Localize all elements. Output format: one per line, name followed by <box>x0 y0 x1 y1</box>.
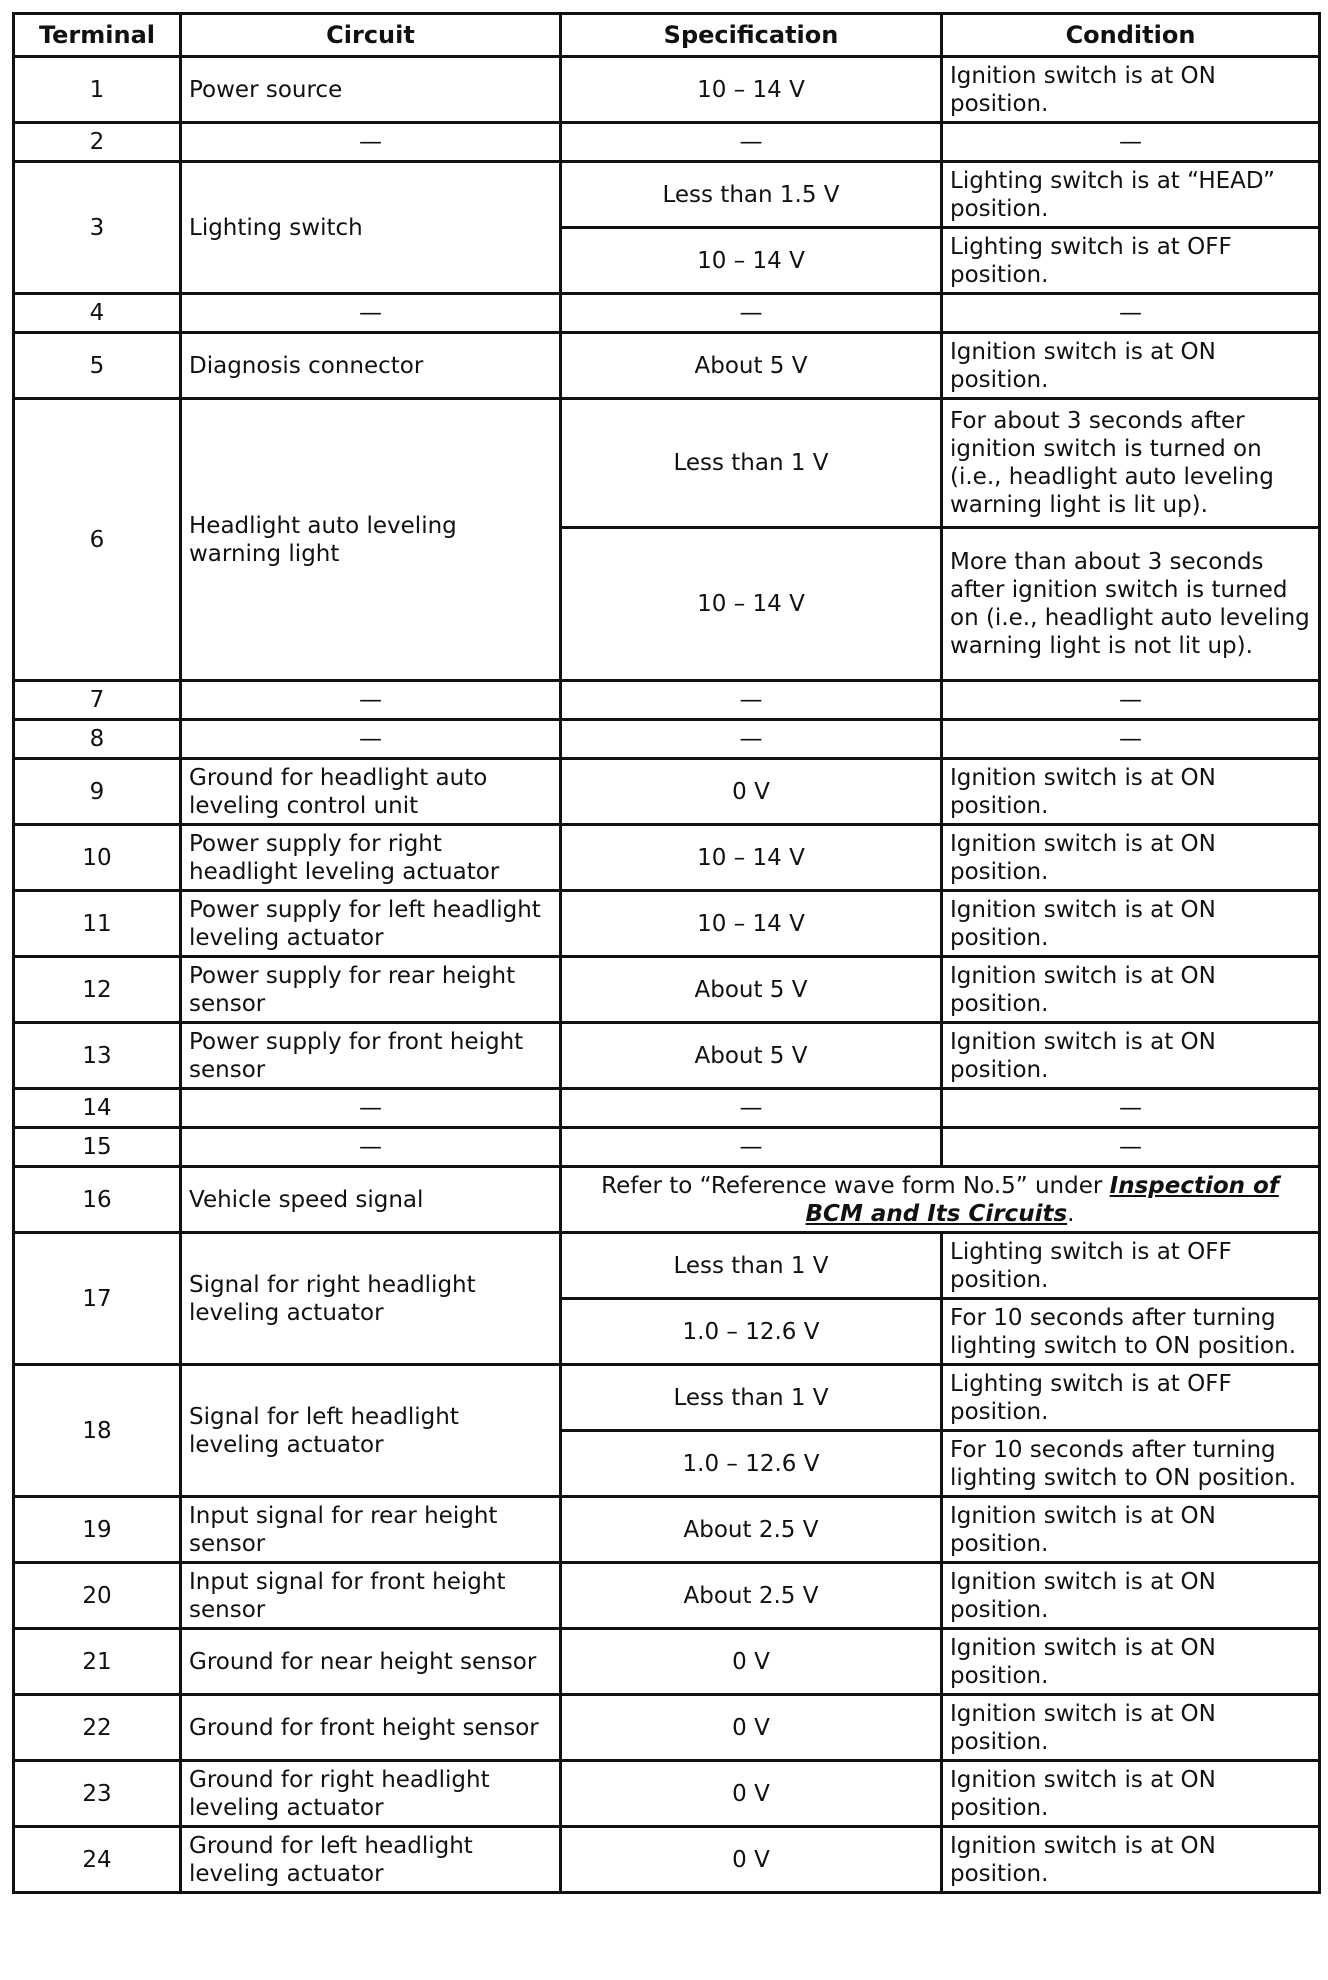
circuit-cell: Lighting switch <box>181 162 561 294</box>
circuit-cell: — <box>181 1128 561 1167</box>
terminal-cell: 17 <box>14 1233 181 1365</box>
terminal-cell: 10 <box>14 825 181 891</box>
reference-note-prefix: Refer to “Reference wave form No.5” under <box>601 1172 1110 1199</box>
spec-cell: 0 V <box>561 1629 942 1695</box>
circuit-cell: Ground for headlight auto leveling control unit <box>181 759 561 825</box>
spec-cell: About 5 V <box>561 1023 942 1089</box>
spec-cell: 1.0 – 12.6 V <box>561 1299 942 1365</box>
terminal-cell: 22 <box>14 1695 181 1761</box>
circuit-cell: Signal for left headlight leveling actuator <box>181 1365 561 1497</box>
circuit-cell: Input signal for rear height sensor <box>181 1497 561 1563</box>
terminal-cell: 15 <box>14 1128 181 1167</box>
circuit-cell: Input signal for front height sensor <box>181 1563 561 1629</box>
spec-cell: 10 – 14 V <box>561 57 942 123</box>
table-row <box>14 1827 1320 1893</box>
terminal-cell: 11 <box>14 891 181 957</box>
spec-cell: 1.0 – 12.6 V <box>561 1431 942 1497</box>
header-terminal: Terminal <box>14 14 181 57</box>
circuit-cell: Diagnosis connector <box>181 333 561 399</box>
spec-cell: 10 – 14 V <box>561 825 942 891</box>
condition-cell: — <box>942 294 1320 333</box>
circuit-cell: — <box>181 1089 561 1128</box>
bcm-inspection-link[interactable]: Inspection of BCM and Its Circuits <box>805 1172 1279 1227</box>
terminal-cell: 1 <box>14 57 181 123</box>
terminal-cell: 2 <box>14 123 181 162</box>
condition-cell: Ignition switch is at ON position. <box>942 759 1320 825</box>
circuit-cell: Power source <box>181 57 561 123</box>
table-row <box>14 57 1320 123</box>
condition-cell: — <box>942 681 1320 720</box>
condition-cell: — <box>942 1089 1320 1128</box>
spec-cell: 0 V <box>561 1761 942 1827</box>
terminal-cell: 18 <box>14 1365 181 1497</box>
table-row <box>14 957 1320 1023</box>
condition-cell: For 10 seconds after turning lighting switch to ON position. <box>942 1431 1320 1497</box>
header-specification: Specification <box>561 14 942 57</box>
condition-cell: — <box>942 1128 1320 1167</box>
table-row <box>14 1233 1320 1299</box>
spec-cell: Less than 1 V <box>561 399 942 528</box>
circuit-cell: Power supply for left headlight leveling actuator <box>181 891 561 957</box>
spec-cell: 10 – 14 V <box>561 228 942 294</box>
condition-cell: Ignition switch is at ON position. <box>942 1023 1320 1089</box>
condition-cell: Ignition switch is at ON position. <box>942 891 1320 957</box>
circuit-cell: Ground for right headlight leveling actuator <box>181 1761 561 1827</box>
spec-cell: 10 – 14 V <box>561 528 942 681</box>
condition-cell: For 10 seconds after turning lighting switch to ON position. <box>942 1299 1320 1365</box>
circuit-cell: Power supply for rear height sensor <box>181 957 561 1023</box>
spec-cell: 0 V <box>561 1695 942 1761</box>
condition-cell: Ignition switch is at ON position. <box>942 957 1320 1023</box>
terminal-cell: 19 <box>14 1497 181 1563</box>
condition-cell: Ignition switch is at ON position. <box>942 825 1320 891</box>
header-row <box>14 14 1320 57</box>
spec-table-container <box>12 12 1318 1894</box>
condition-cell: Lighting switch is at OFF position. <box>942 1365 1320 1431</box>
spec-cell: 0 V <box>561 1827 942 1893</box>
condition-cell: Ignition switch is at ON position. <box>942 1827 1320 1893</box>
condition-cell: Lighting switch is at OFF position. <box>942 228 1320 294</box>
spec-cell: About 5 V <box>561 957 942 1023</box>
table-row <box>14 891 1320 957</box>
spec-cell: About 2.5 V <box>561 1497 942 1563</box>
spec-cell: About 2.5 V <box>561 1563 942 1629</box>
terminal-cell: 12 <box>14 957 181 1023</box>
spec-cell: — <box>561 720 942 759</box>
table-row <box>14 294 1320 333</box>
circuit-cell: Power supply for front height sensor <box>181 1023 561 1089</box>
terminal-cell: 13 <box>14 1023 181 1089</box>
circuit-cell: Ground for left headlight leveling actuator <box>181 1827 561 1893</box>
condition-cell: Ignition switch is at ON position. <box>942 1629 1320 1695</box>
table-row <box>14 162 1320 228</box>
terminal-cell: 8 <box>14 720 181 759</box>
spec-cell: — <box>561 294 942 333</box>
terminal-cell: 14 <box>14 1089 181 1128</box>
table-row <box>14 1089 1320 1128</box>
condition-cell: Ignition switch is at ON position. <box>942 1563 1320 1629</box>
spec-cell: — <box>561 1089 942 1128</box>
condition-cell: Ignition switch is at ON position. <box>942 1761 1320 1827</box>
condition-cell: More than about 3 seconds after ignition switch is turned on (i.e., headlight auto leveling warning light is not lit up). <box>942 528 1320 681</box>
spec-cell: Less than 1 V <box>561 1233 942 1299</box>
terminal-cell: 9 <box>14 759 181 825</box>
condition-cell: Ignition switch is at ON position. <box>942 1695 1320 1761</box>
header-condition: Condition <box>942 14 1320 57</box>
spec-cell: — <box>561 123 942 162</box>
table-row <box>14 1629 1320 1695</box>
table-row <box>14 1761 1320 1827</box>
spec-cell: — <box>561 681 942 720</box>
circuit-cell: Headlight auto leveling warning light <box>181 399 561 681</box>
circuit-cell: Ground for front height sensor <box>181 1695 561 1761</box>
terminal-cell: 21 <box>14 1629 181 1695</box>
terminal-cell: 24 <box>14 1827 181 1893</box>
terminal-cell: 16 <box>14 1167 181 1233</box>
table-row <box>14 825 1320 891</box>
spec-cell: — <box>561 1128 942 1167</box>
circuit-cell: — <box>181 294 561 333</box>
table-row <box>14 681 1320 720</box>
condition-cell: Lighting switch is at “HEAD” position. <box>942 162 1320 228</box>
table-row <box>14 1563 1320 1629</box>
table-row <box>14 1128 1320 1167</box>
spec-cell: 0 V <box>561 759 942 825</box>
condition-cell: — <box>942 720 1320 759</box>
terminal-cell: 20 <box>14 1563 181 1629</box>
circuit-cell: Ground for near height sensor <box>181 1629 561 1695</box>
condition-cell: Ignition switch is at ON position. <box>942 57 1320 123</box>
table-row <box>14 1365 1320 1431</box>
condition-cell: For about 3 seconds after ignition switch is turned on (i.e., headlight auto leveling warning light is lit up). <box>942 399 1320 528</box>
spec-cell: Less than 1.5 V <box>561 162 942 228</box>
spec-cell: 10 – 14 V <box>561 891 942 957</box>
circuit-cell: — <box>181 123 561 162</box>
table-row <box>14 333 1320 399</box>
terminal-cell: 3 <box>14 162 181 294</box>
table-row <box>14 1497 1320 1563</box>
spec-cell: Less than 1 V <box>561 1365 942 1431</box>
circuit-cell: — <box>181 681 561 720</box>
table-row <box>14 1695 1320 1761</box>
table-row <box>14 759 1320 825</box>
terminal-cell: 6 <box>14 399 181 681</box>
terminal-cell: 4 <box>14 294 181 333</box>
circuit-cell: Power supply for right headlight leveling actuator <box>181 825 561 891</box>
condition-cell: Lighting switch is at OFF position. <box>942 1233 1320 1299</box>
table-row <box>14 123 1320 162</box>
header-circuit: Circuit <box>181 14 561 57</box>
condition-cell: — <box>942 123 1320 162</box>
circuit-cell: — <box>181 720 561 759</box>
terminal-cell: 7 <box>14 681 181 720</box>
reference-note-cell <box>561 1167 1320 1233</box>
condition-cell: Ignition switch is at ON position. <box>942 1497 1320 1563</box>
terminal-spec-table <box>12 12 1321 1894</box>
terminal-cell: 23 <box>14 1761 181 1827</box>
reference-note-suffix: . <box>1067 1200 1075 1227</box>
terminal-cell: 5 <box>14 333 181 399</box>
condition-cell: Ignition switch is at ON position. <box>942 333 1320 399</box>
table-row <box>14 1167 1320 1233</box>
spec-cell: About 5 V <box>561 333 942 399</box>
table-row <box>14 720 1320 759</box>
table-row <box>14 399 1320 528</box>
circuit-cell: Signal for right headlight leveling actuator <box>181 1233 561 1365</box>
table-row <box>14 1023 1320 1089</box>
circuit-cell: Vehicle speed signal <box>181 1167 561 1233</box>
